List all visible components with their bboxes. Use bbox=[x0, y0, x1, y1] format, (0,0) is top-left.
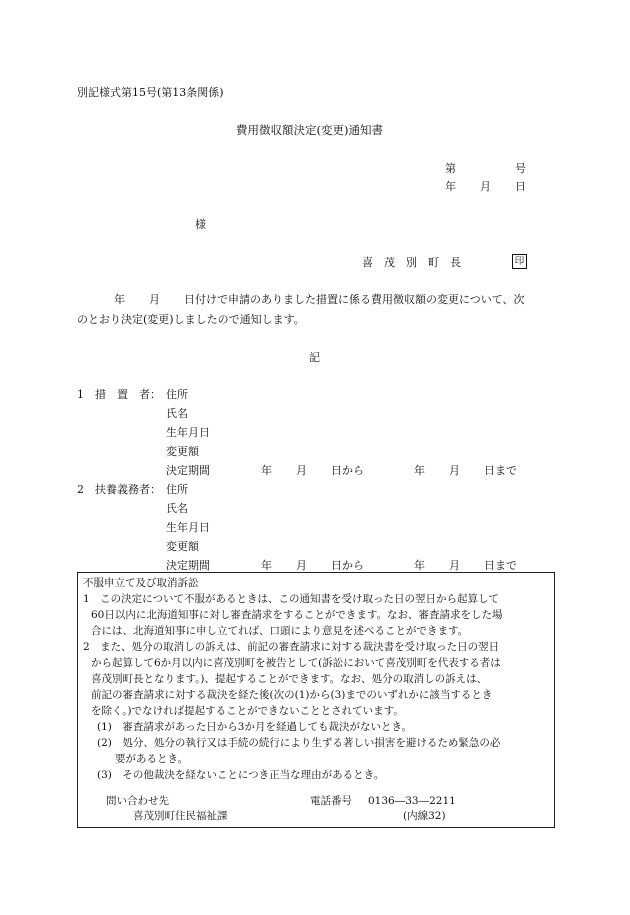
objection-line: 喜茂別町長となります。)、提起することができます。なお、処分の取消しの訴えは、 bbox=[91, 673, 488, 685]
body-line1: 日付けで申請のありました措置に係る費用徴収額の変更について、次 bbox=[184, 293, 525, 306]
doc-number-dai: 第 bbox=[445, 162, 456, 175]
objection-box bbox=[77, 572, 555, 828]
section2-period-month2: 月 bbox=[449, 559, 460, 572]
objection-line: 1 この決定について不服があるときは、この通知書を受け取った日の翌日から起算して bbox=[83, 593, 499, 605]
inquiry-label: 問い合わせ先 bbox=[106, 795, 169, 807]
section1-address: 住所 bbox=[166, 388, 188, 401]
date-day: 日 bbox=[515, 180, 526, 193]
section2-period-year1: 年 bbox=[261, 559, 272, 572]
section1-birthdate: 生年月日 bbox=[166, 426, 210, 439]
form-number: 別記様式第15号(第13条関係) bbox=[77, 86, 224, 99]
body-line2: のとおり決定(変更)しましたので通知します。 bbox=[77, 313, 305, 326]
objection-line: 2 また、処分の取消しの訴えは、前記の審査請求に対する裁決書を受け取った日の翌日 bbox=[83, 641, 500, 653]
document-title: 費用徴収額決定(変更)通知書 bbox=[236, 123, 383, 137]
section2-address: 住所 bbox=[166, 483, 188, 496]
section2-period-until: 日まで bbox=[484, 559, 517, 572]
objection-line: (3) その他裁決を経ないことにつき正当な理由があるとき。 bbox=[97, 769, 385, 781]
objection-line: 前記の審査請求に対する裁決を経た後(次の(1)から(3)までのいずれかに該当するとき bbox=[91, 689, 493, 701]
section2-period-from: 日から bbox=[331, 559, 364, 572]
section2-change-amount: 変更額 bbox=[166, 540, 199, 553]
section1-period-from: 日から bbox=[331, 464, 364, 477]
addressee-suffix: 様 bbox=[195, 218, 206, 231]
section1-period: 決定期間 bbox=[166, 464, 210, 477]
section1-label: 1 措 置 者： bbox=[77, 388, 161, 401]
section1-name: 氏名 bbox=[166, 407, 188, 420]
date-month: 月 bbox=[480, 180, 491, 193]
section2-label: 2 扶養義務者： bbox=[77, 483, 161, 496]
section2-period-month1: 月 bbox=[296, 559, 307, 572]
section1-period-until: 日まで bbox=[484, 464, 517, 477]
date-year: 年 bbox=[445, 180, 456, 193]
body-month: 月 bbox=[149, 293, 160, 306]
section1-period-year2: 年 bbox=[414, 464, 425, 477]
phone-extension: (内線32) bbox=[403, 810, 446, 822]
seal-text: 印 bbox=[512, 254, 527, 269]
body-year: 年 bbox=[114, 293, 125, 306]
section1-period-year1: 年 bbox=[261, 464, 272, 477]
objection-line: 合には、北海道知事に申し立てれば、口頭により意見を述べることができます。 bbox=[91, 625, 469, 637]
section2-period-year2: 年 bbox=[414, 559, 425, 572]
phone-number: 0136―33―2211 bbox=[368, 795, 456, 807]
section1-period-month2: 月 bbox=[449, 464, 460, 477]
objection-line: (1) 審査請求があった日から3か月を経過しても裁決がないとき。 bbox=[97, 721, 413, 733]
section1-change-amount: 変更額 bbox=[166, 445, 199, 458]
objection-line: (2) 処分、処分の執行又は手続の続行により生ずる著しい損害を避けるため緊急の必 bbox=[97, 737, 501, 749]
phone-label: 電話番号 bbox=[310, 795, 352, 807]
inquiry-department: 喜茂別町住民福祉課 bbox=[133, 810, 228, 822]
objection-title: 不服申立て及び取消訴訟 bbox=[83, 577, 199, 589]
objection-line: から起算して6か月以内に喜茂別町を被告として(訴訟において喜茂別町を代表する者は bbox=[91, 657, 501, 669]
ki-heading: 記 bbox=[309, 351, 320, 364]
objection-line: 要があるとき。 bbox=[115, 753, 189, 765]
section2-name: 氏名 bbox=[166, 502, 188, 515]
section2-birthdate: 生年月日 bbox=[166, 521, 210, 534]
objection-line: 60日以内に北海道知事に対し審査請求をすることができます。なお、審査請求をした場 bbox=[91, 609, 503, 621]
issuer: 喜 茂 別 町 長 bbox=[362, 256, 461, 269]
seal-mark bbox=[512, 254, 527, 269]
doc-number-go: 号 bbox=[515, 162, 526, 175]
objection-line: を除く。)でなければ提起することができないこととされています。 bbox=[91, 705, 404, 717]
section1-period-month1: 月 bbox=[296, 464, 307, 477]
section2-period: 決定期間 bbox=[166, 559, 210, 572]
